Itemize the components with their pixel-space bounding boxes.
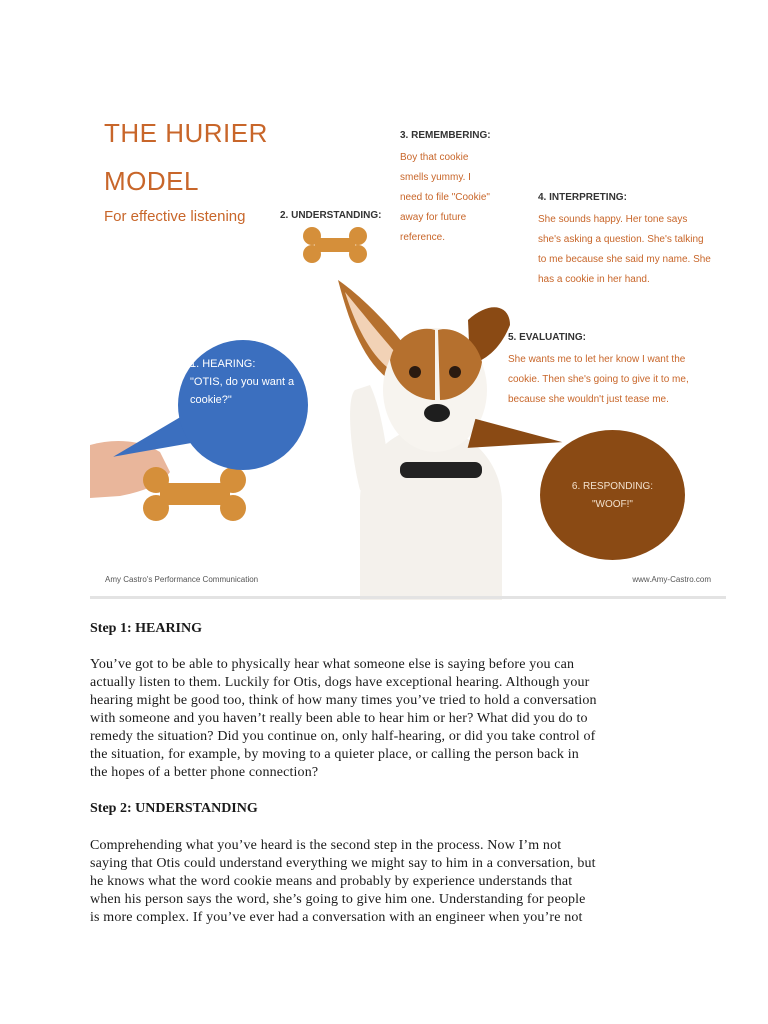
infographic-credit: Amy Castro's Performance Communication xyxy=(105,575,259,584)
step4-label: 4. INTERPRETING: xyxy=(538,192,627,203)
step5-label: 5. EVALUATING: xyxy=(508,332,586,343)
step1-text: "OTIS, do you want a cookie?" xyxy=(190,376,295,406)
step2-heading: Step 2: UNDERSTANDING xyxy=(90,801,258,816)
dog-collar xyxy=(400,462,482,478)
infographic-title-line1: THE HURIER xyxy=(104,118,268,148)
step3-label: 3. REMEMBERING: xyxy=(400,130,491,141)
dog-paw xyxy=(350,385,390,500)
infographic-subtitle: For effective listening xyxy=(104,208,246,225)
step3-text: Boy that cookie smells yummy. I need to file "Cookie" away for future reference. xyxy=(400,152,490,243)
step1-label: 1. HEARING: xyxy=(190,358,256,370)
step1-heading: Step 1: HEARING xyxy=(90,621,203,636)
step5-text: She wants me to let her know I want the cookie. Then she's going to give it to me, because she wouldn't just tease me. xyxy=(508,354,689,405)
infographic-divider xyxy=(90,596,726,599)
hearing-bubble-text xyxy=(190,355,300,409)
step1-paragraph: You’ve got to be able to physically hear what someone else is saying before you can actually listen to them. Luckily for Otis, dogs have exceptional hearing. Although your hearing might be good too, think of how many times you’ve tried to hold a conversation with someone and you haven’t really been able to hear him or her? What did you do to remedy the situation? Did you continue on, only half-hearing, or did you take control of the situation, for example, by moving to a quieter place, or calling the person back in the hopes of a better phone connection? xyxy=(90,657,597,780)
bone-cookie-hand xyxy=(143,467,246,521)
dog-nose xyxy=(424,404,450,422)
step2-paragraph: Comprehending what you’ve heard is the second step in the process. Now I’m not saying that Otis could understand everything we might say to him in a conversation, but he knows what the word cookie means and probably by experience understands that when his person says the word, she’s going to give him one. Understanding for people is more complex. If you’ve ever had a conversation with an engineer when you’re not xyxy=(90,838,596,925)
step6-text: "WOOF!" xyxy=(592,499,633,510)
step2-label: 2. UNDERSTANDING: xyxy=(280,210,382,221)
step4-text: She sounds happy. Her tone says she's asking a question. She's talking to me because she said my name. She has a cookie in her hand. xyxy=(538,214,711,285)
infographic-title-line2: MODEL xyxy=(104,166,199,196)
hurier-model-infographic xyxy=(90,100,726,600)
step6-label: 6. RESPONDING: xyxy=(571,481,654,492)
responding-bubble-text xyxy=(550,478,675,514)
bone-cookie-understanding xyxy=(303,227,367,263)
infographic-website: www.Amy-Castro.com xyxy=(632,575,711,584)
